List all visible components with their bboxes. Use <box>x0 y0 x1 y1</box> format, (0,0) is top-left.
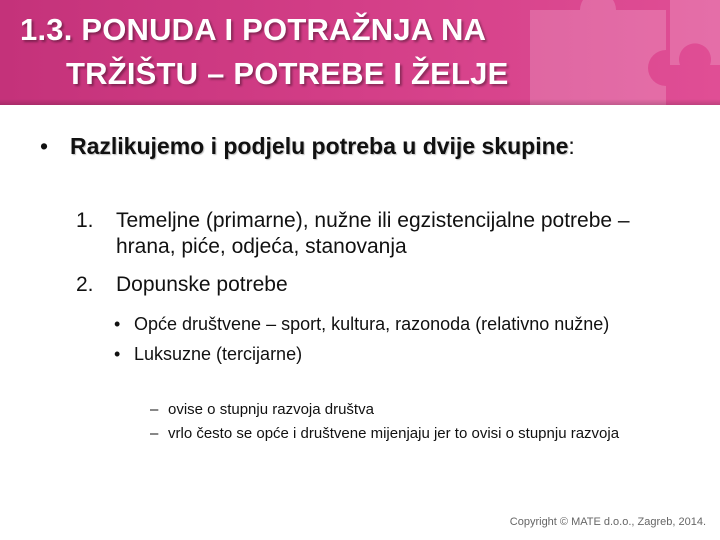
list-item <box>114 342 674 366</box>
title-line-1: 1.3. PONUDA I POTRAŽNJA NA <box>20 12 487 47</box>
main-bullet-bold-text: Razlikujemo i podjelu potreba u dvije skupine <box>70 133 569 159</box>
bullet-marker: • <box>114 344 121 364</box>
list-item-text: Luksuzne (tercijarne) <box>134 344 303 364</box>
list-item <box>114 312 674 336</box>
sub-bullet-list <box>114 312 674 372</box>
list-number: 1. <box>76 209 94 232</box>
title-banner <box>0 0 720 105</box>
list-item <box>76 208 676 260</box>
list-number: 2. <box>76 273 94 296</box>
bullet-marker: • <box>114 314 121 334</box>
numbered-list <box>76 208 676 310</box>
title-line-2: TRŽIŠTU – POTREBE I ŽELJE <box>66 56 509 91</box>
list-item <box>150 422 680 446</box>
list-item-text: vrlo često se opće i društvene mijenjaju jer to ovisi o stupnju razvoja <box>168 425 620 442</box>
main-bullet <box>40 132 660 161</box>
bullet-marker: • <box>40 133 49 159</box>
main-bullet-suffix: : <box>568 133 575 159</box>
list-item-text: Temeljne (primarne), nužne ili egzistencijalne potrebe – hrana, piće, odjeća, stanovanja <box>116 209 630 258</box>
copyright-footer: Copyright © MATE d.o.o., Zagreb, 2014. <box>509 516 706 528</box>
list-item <box>76 272 676 298</box>
dash-list <box>150 398 680 446</box>
list-item-text: ovise o stupnju razvoja društva <box>168 401 374 418</box>
list-item-text: Dopunske potrebe <box>116 273 288 296</box>
dash-marker: – <box>150 425 159 442</box>
main-bullet-text <box>40 132 660 161</box>
list-item-text: Opće društvene – sport, kultura, razonoda (relativno nužne) <box>134 314 610 334</box>
dash-marker: – <box>150 401 159 418</box>
list-item <box>150 398 680 422</box>
page-title <box>20 8 660 96</box>
banner-shadow <box>0 99 720 105</box>
